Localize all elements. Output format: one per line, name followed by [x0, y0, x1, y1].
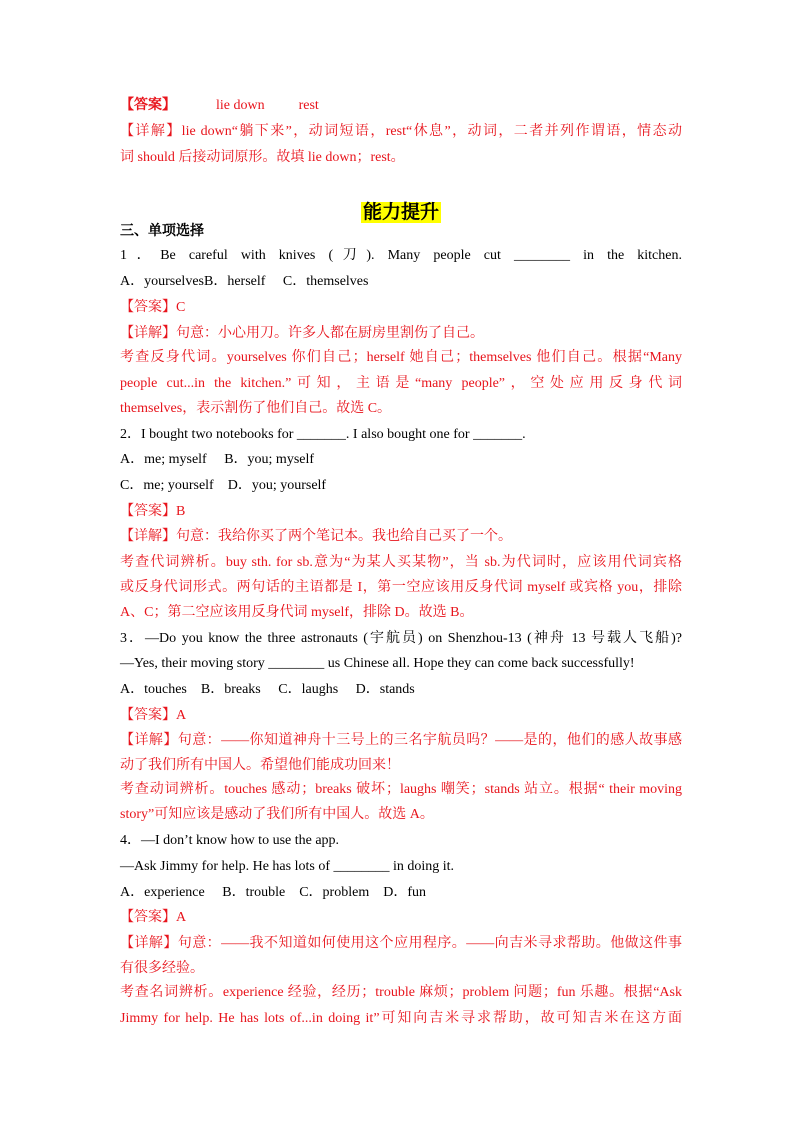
detail-line: 考查反身代词。yourselves 你们自己；herself 她自己；themselves 他们自己。根据“Many	[120, 350, 682, 365]
question-stem: —Ask Jimmy for help. He has lots of ________ in doing it.	[120, 859, 455, 874]
detail-line: A、C；第二空应该用反身代词 myself，排除 D。故选 B。	[120, 605, 474, 620]
question-stem: 1．Be careful with knives (刀). Many people cut ________ in the kitchen.	[120, 248, 682, 263]
answer-value-1: lie down	[216, 98, 265, 113]
answer-line: 【答案】A	[120, 910, 187, 925]
detail-line: people cut...in the kitchen.”可知，主语是“many people”，空处应用反身代词	[120, 376, 682, 391]
detail-line: 【详解】句意：——你知道神舟十三号上的三名宇航员吗？——是的，他们的感人故事感	[120, 733, 682, 748]
detail-line: story”可知应该是感动了我们所有中国人。故选 A。	[120, 807, 434, 822]
detail-line: 【详解】句意：小心用刀。许多人都在厨房里割伤了自己。	[120, 326, 484, 341]
answer-line: 【答案】C	[120, 300, 186, 315]
detail-line: 【详解】句意：——我不知道如何使用这个应用程序。——向吉米寻求帮助。他做这件事	[120, 936, 682, 951]
answer-value-2: rest	[298, 98, 319, 113]
detail-line: themselves，表示割伤了他们自己。故选 C。	[120, 401, 392, 416]
detail-line: 【详解】句意：我给你买了两个笔记本。我也给自己买了一个。	[120, 529, 512, 544]
answer-line: 【答案】B	[120, 504, 186, 519]
top-detail-line: 词 should 后接动词原形。故填 lie down；rest。	[120, 150, 405, 165]
answer-line: 【答案】A	[120, 708, 187, 723]
section-heading: 三、单项选择	[120, 224, 204, 239]
question-options: A．yourselvesB．herself C．themselves	[120, 274, 369, 289]
detail-line: Jimmy for help. He has lots of...in doing it”可知向吉米寻求帮助，故可知吉米在这方面	[120, 1011, 682, 1026]
detail-line: 动了我们所有中国人。希望他们能成功回来！	[120, 758, 400, 773]
question-options: A．experience B．trouble C．problem D．fun	[120, 885, 426, 900]
banner-text: 能力提升	[362, 202, 439, 223]
detail-line: 有很多经验。	[120, 961, 204, 976]
detail-line: 或反身代词形式。两句话的主语都是 I，第一空应该用反身代词 myself 或宾格 you，排除	[120, 580, 682, 595]
question-stem: 2．I bought two notebooks for _______. I also bought one for _______.	[120, 427, 526, 442]
question-options: A．me; myself B．you; myself	[120, 452, 315, 467]
detail-line: 考查代词辨析。buy sth. for sb.意为“为某人买某物”，当 sb.为代词时，应该用代词宾格	[120, 555, 682, 570]
answer-label: 【答案】	[120, 98, 176, 113]
top-detail-line: 【详解】lie down“躺下来”，动词短语，rest“休息”，动词，二者并列作谓语，情态动	[120, 124, 682, 139]
question-stem: 4．—I don’t know how to use the app.	[120, 833, 340, 848]
top-answer	[120, 97, 682, 115]
question-options: A．touches B．breaks C．laughs D．stands	[120, 682, 415, 697]
detail-line: 考查动词辨析。touches 感动；breaks 破坏；laughs 嘲笑；stands 站立。根据“ their moving	[120, 782, 682, 797]
detail-line: 考查名词辨析。experience 经验，经历；trouble 麻烦；problem 问题；fun 乐趣。根据“Ask	[120, 985, 682, 1000]
question-stem: —Yes, their moving story ________ us Chinese all. Hope they can come back successfully!	[120, 656, 635, 671]
question-options: C．me; yourself D．you; yourself	[120, 478, 327, 493]
question-stem: 3．—Do you know the three astronauts (宇航员) on Shenzhou-13 (神舟 13 号载人飞船)?	[120, 631, 682, 646]
